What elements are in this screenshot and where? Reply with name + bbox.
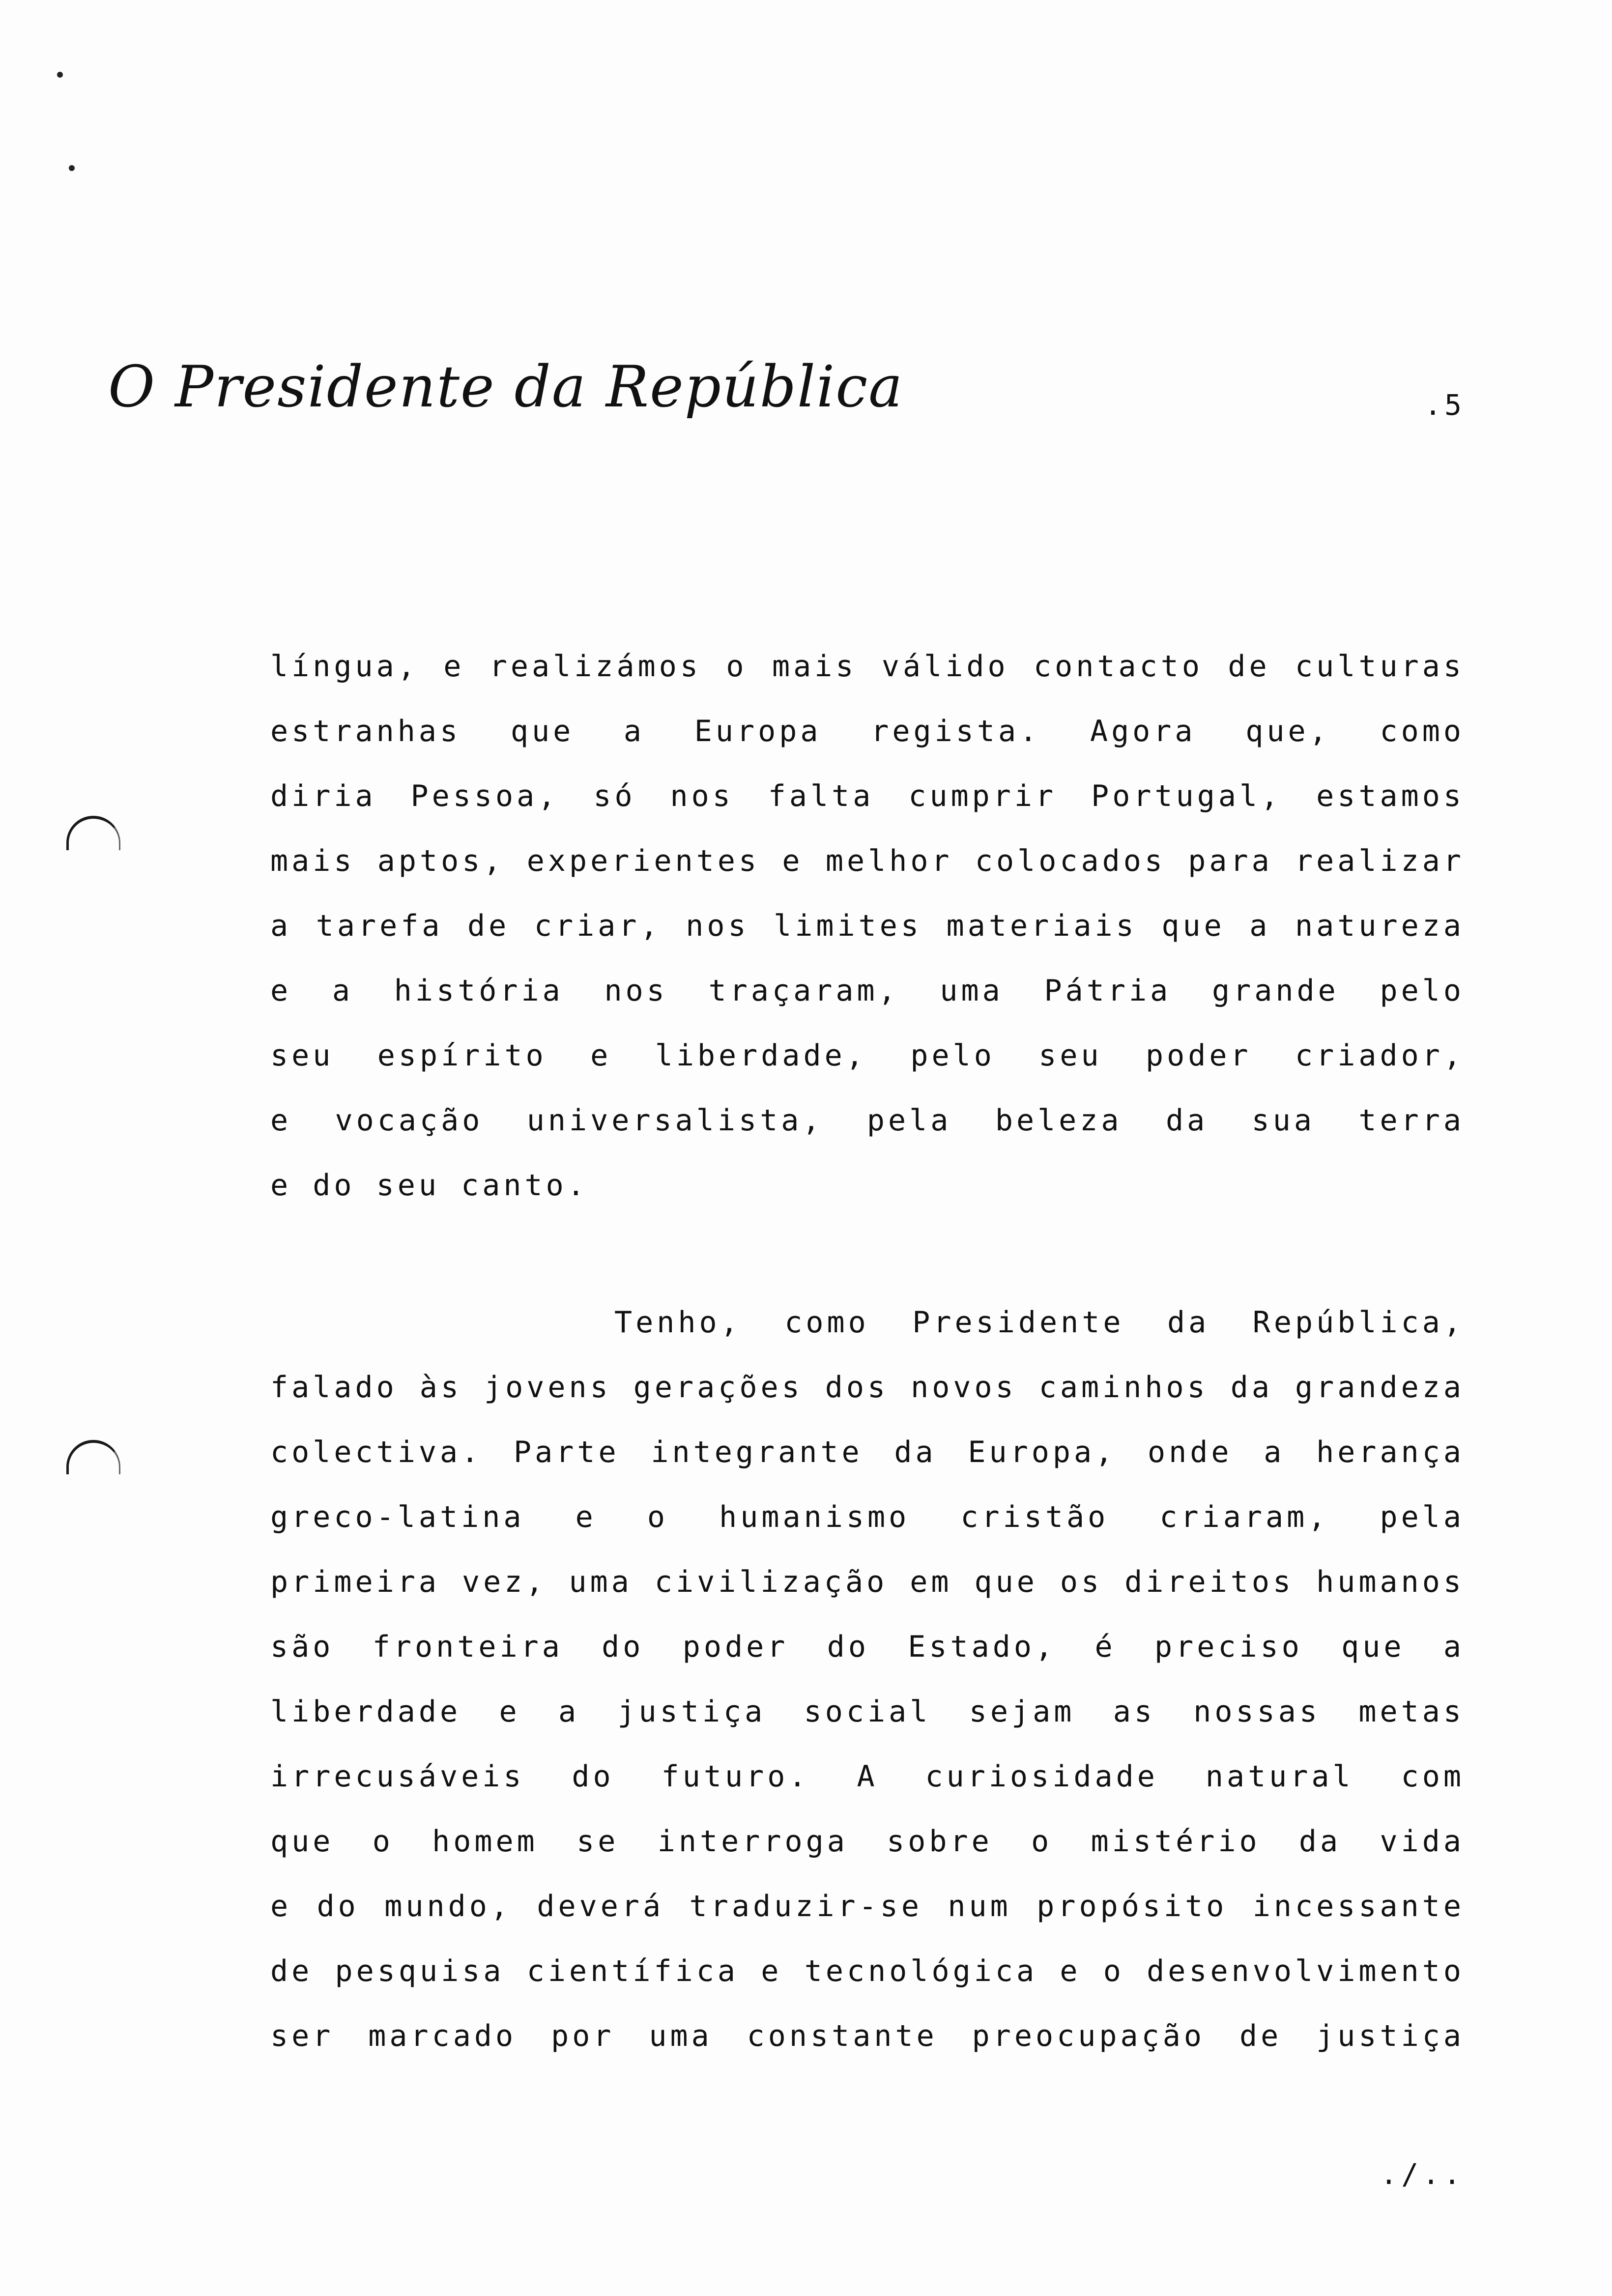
ink-speck <box>69 165 75 171</box>
text-line: falado às jovens gerações dos novos caminhos da grandeza <box>270 1370 1465 1405</box>
text-line: colectiva. Parte integrante da Europa, onde a herança <box>270 1435 1465 1469</box>
text-line: e vocação universalista, pela beleza da sua terra <box>270 1103 1465 1138</box>
text-line: primeira vez, uma civilização em que os direitos humanos <box>270 1565 1465 1599</box>
text-line: liberdade e a justiça social sejam as nossas metas <box>270 1694 1465 1729</box>
letterhead-title: O Presidente da República <box>108 354 904 420</box>
text-line: de pesquisa científica e tecnológica e o desenvolvimento <box>270 1954 1465 1988</box>
text-line: seu espírito e liberdade, pelo seu poder criador, <box>270 1038 1465 1073</box>
text-line: estranhas que a Europa regista. Agora que, como <box>270 714 1465 748</box>
punch-hole-mark <box>66 816 120 850</box>
continuation-mark: ./.. <box>1380 2157 1465 2191</box>
paragraph-2 <box>270 1290 1465 2068</box>
text-line: greco-latina e o humanismo cristão criaram, pela <box>270 1500 1465 1534</box>
text-line: língua, e realizámos o mais válido contacto de culturas <box>270 649 1465 684</box>
text-line: irrecusáveis do futuro. A curiosidade natural com <box>270 1759 1465 1794</box>
text-line: e a história nos traçaram, uma Pátria grande pelo <box>270 974 1465 1008</box>
page-number: .5 <box>1424 388 1465 422</box>
text-line: mais aptos, experientes e melhor colocados para realizar <box>270 844 1465 878</box>
punch-hole-mark <box>66 1440 120 1474</box>
paragraph-1 <box>270 634 1465 1218</box>
text-line: são fronteira do poder do Estado, é preciso que a <box>270 1630 1465 1664</box>
ink-speck <box>57 72 63 78</box>
text-line: diria Pessoa, só nos falta cumprir Portugal, estamos <box>270 779 1465 813</box>
text-line: e do mundo, deverá traduzir-se num propósito incessante <box>270 1889 1465 1923</box>
text-line: e do seu canto. <box>270 1168 588 1203</box>
text-line: a tarefa de criar, nos limites materiais que a natureza <box>270 909 1465 943</box>
text-line: ser marcado por uma constante preocupação de justiça <box>270 2019 1465 2053</box>
text-line: que o homem se interroga sobre o mistério da vida <box>270 1824 1465 1859</box>
text-line: Tenho, como Presidente da República, <box>614 1305 1465 1340</box>
